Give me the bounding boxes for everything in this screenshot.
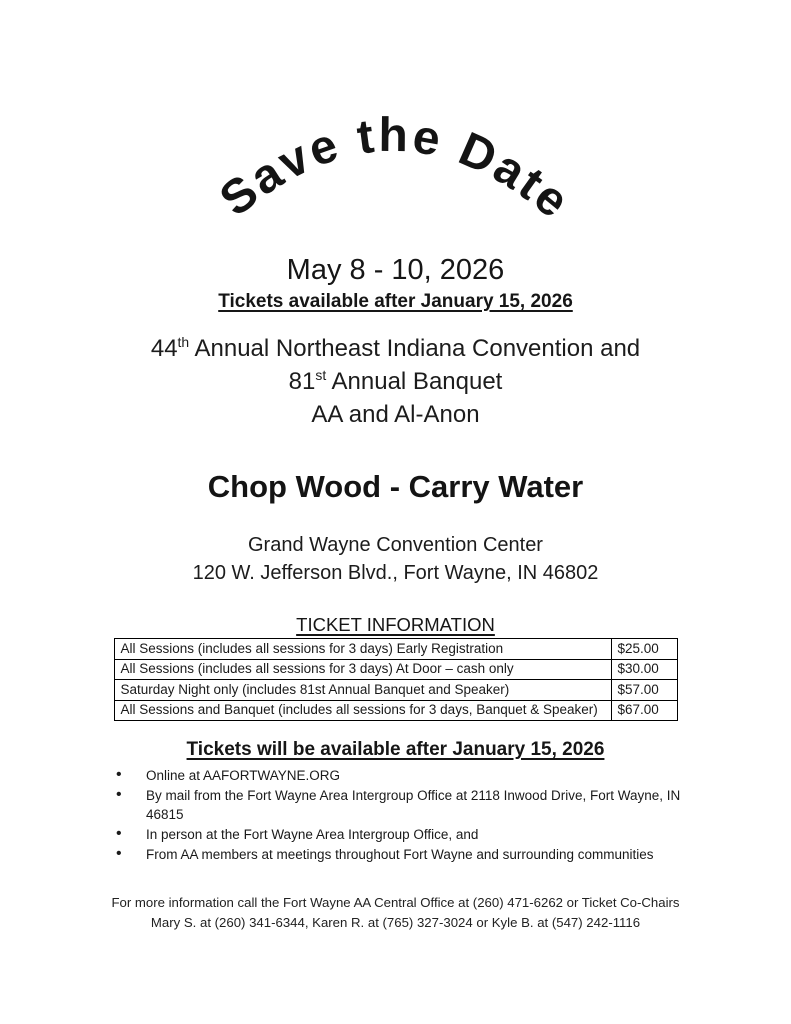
- venue-address: 120 W. Jefferson Blvd., Fort Wayne, IN 46802: [192, 562, 599, 584]
- event-title: [0, 332, 791, 431]
- event-title-line-2-text: Annual Banquet: [326, 368, 503, 395]
- ticket-information-heading: TICKET INFORMATION: [296, 614, 495, 635]
- save-the-date-arc: [0, 0, 791, 250]
- ticket-description: Saturday Night only (includes 81st Annual Banquet and Speaker): [114, 680, 611, 701]
- list-item: • Online at AAFORTWAYNE.ORG: [108, 766, 700, 785]
- ticket-price: $25.00: [611, 639, 677, 660]
- ticket-price: $30.00: [611, 659, 677, 680]
- contact-info: [0, 893, 791, 933]
- ticket-description: All Sessions and Banquet (includes all sessions for 3 days, Banquet & Speaker): [114, 700, 611, 721]
- event-dates: May 8 - 10, 2026: [286, 254, 505, 286]
- ticket-price: $67.00: [611, 700, 677, 721]
- event-title-line-2: [0, 365, 791, 398]
- ticket-description: All Sessions (includes all sessions for 3 days) At Door – cash only: [114, 659, 611, 680]
- ticket-price-table: [114, 638, 678, 721]
- ordinal-suffix: th: [177, 334, 190, 350]
- ticket-description: All Sessions (includes all sessions for 3 days) Early Registration: [114, 639, 611, 660]
- availability-list: [108, 766, 700, 864]
- ordinal-number: 81: [288, 368, 316, 395]
- ticket-price: $57.00: [611, 680, 677, 701]
- table-row: [114, 639, 677, 660]
- table-row: [114, 700, 677, 721]
- event-title-line-1: [0, 332, 791, 365]
- table-row: [114, 659, 677, 680]
- venue-name: Grand Wayne Convention Center: [248, 534, 543, 556]
- tickets-available-note: Tickets available after January 15, 2026: [218, 291, 573, 312]
- ordinal-number: 44: [150, 335, 178, 362]
- event-title-line-3: AA and Al-Anon: [311, 401, 480, 428]
- event-title-line-1-text: Annual Northeast Indiana Convention and: [189, 335, 641, 362]
- contact-info-line-2: Mary S. at (260) 341-6344, Karen R. at (765) 327-3024 or Kyle B. at (547) 242-1116: [150, 915, 641, 930]
- contact-info-line-1: For more information call the Fort Wayne AA Central Office at (260) 471-6262 or Ticket Co-Chairs: [111, 895, 680, 910]
- arc-title-textpath: Save the Date: [210, 108, 581, 231]
- availability-heading: Tickets will be available after January 15, 2026: [186, 739, 605, 760]
- list-item: • By mail from the Fort Wayne Area Intergroup Office at 2118 Inwood Drive, Fort Wayne, IN 46815: [108, 786, 700, 824]
- ordinal-suffix: st: [315, 367, 327, 383]
- list-item: • From AA members at meetings throughout Fort Wayne and surrounding communities: [108, 845, 700, 864]
- venue-block: [0, 531, 791, 587]
- event-theme: Chop Wood - Carry Water: [207, 469, 584, 504]
- arc-title-text: [210, 109, 580, 230]
- list-item: • In person at the Fort Wayne Area Intergroup Office, and: [108, 825, 700, 844]
- table-row: [114, 680, 677, 701]
